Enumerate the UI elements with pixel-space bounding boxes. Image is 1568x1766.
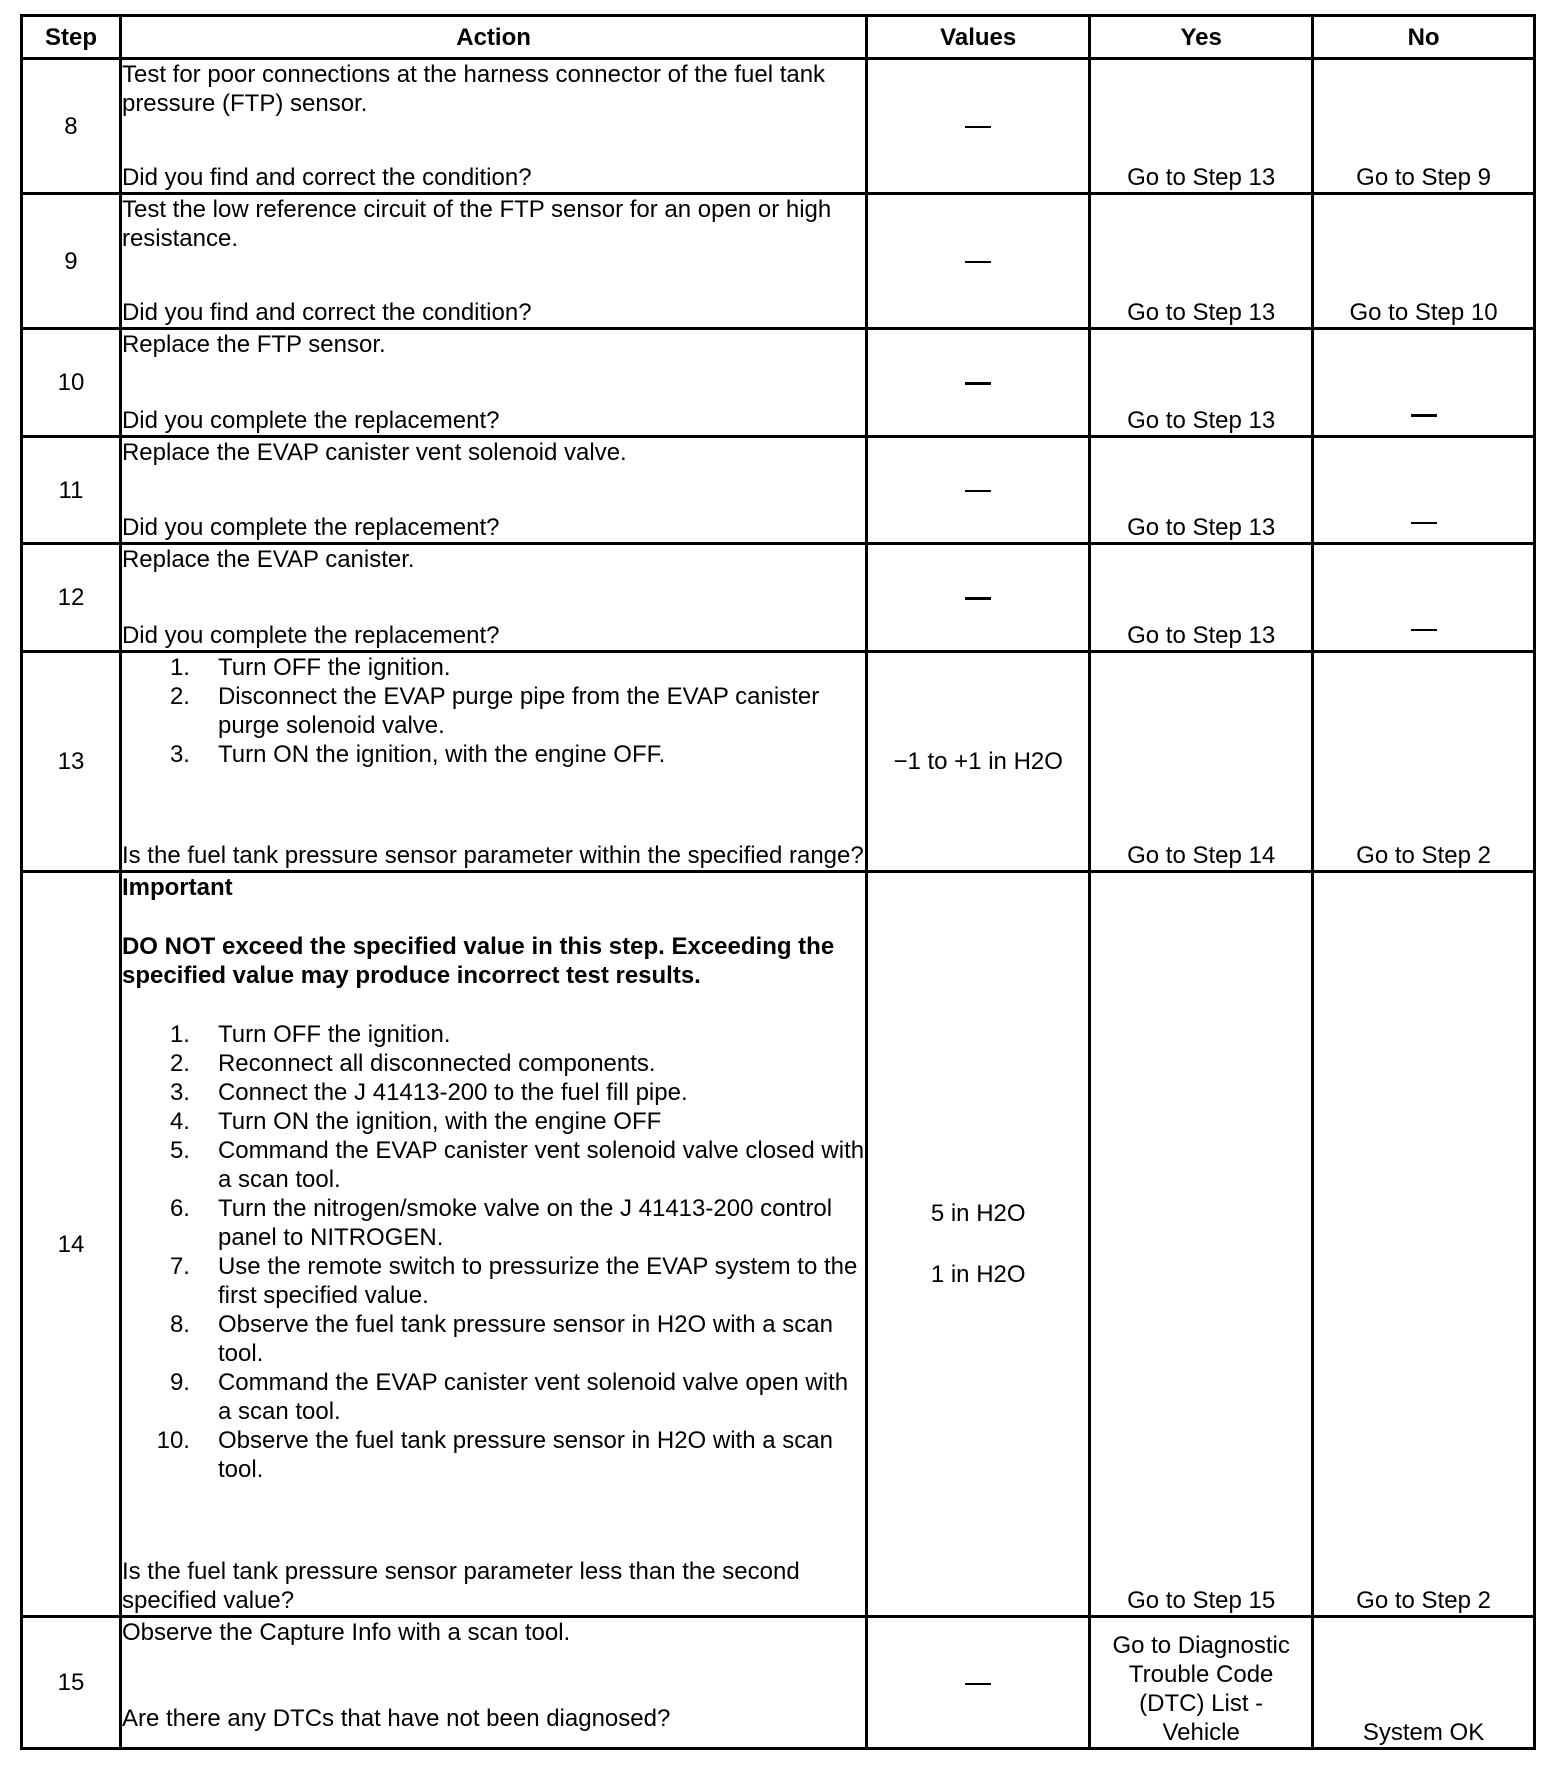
list-item <box>122 653 865 682</box>
values-cell: −1 to +1 in H2O <box>867 651 1090 872</box>
diagnostic-table <box>20 14 1536 1750</box>
list-number: 1. <box>169 1021 190 1049</box>
yes-cell: Go to Step 13 <box>1090 194 1313 329</box>
list-item <box>122 682 865 740</box>
header-action: Action <box>120 16 866 59</box>
dash-value <box>965 490 991 492</box>
values-cell <box>867 1617 1090 1749</box>
action-cell <box>120 544 866 651</box>
yes-cell: Go to Step 13 <box>1090 436 1313 543</box>
dash-no <box>1411 522 1437 524</box>
list-text: Turn OFF the ignition. <box>217 653 451 681</box>
action-text: Replace the EVAP canister. <box>121 546 415 574</box>
list-item <box>122 1020 865 1049</box>
list-item <box>122 1252 865 1310</box>
no-cell <box>1313 544 1535 651</box>
list-text: Disconnect the EVAP purge pipe from the EVAP canister purge solenoid valve. <box>217 682 820 739</box>
list-number: 3. <box>169 1079 190 1107</box>
yes-cell: Go to Step 14 <box>1090 651 1313 872</box>
table-row <box>22 59 1535 194</box>
dash-value <box>965 261 991 263</box>
action-text: Test the low reference circuit of the FTP sensor for an open or high resistance. <box>121 196 832 253</box>
list-number: 9. <box>169 1369 190 1397</box>
action-cell <box>120 436 866 543</box>
list-number: 4. <box>169 1108 190 1136</box>
step-number: 14 <box>22 872 121 1617</box>
action-question: Did you complete the replacement? <box>121 514 500 542</box>
header-step: Step <box>22 16 121 59</box>
list-number: 1. <box>169 653 190 681</box>
header-row <box>22 16 1535 59</box>
value-first: 5 in H2O <box>930 1200 1026 1228</box>
step-number: 11 <box>22 436 121 543</box>
list-number: 7. <box>169 1253 190 1281</box>
list-text: Connect the J 41413-200 to the fuel fill pipe. <box>217 1079 688 1107</box>
list-item <box>122 1368 865 1426</box>
important-label: Important <box>121 874 233 902</box>
list-text: Turn ON the ignition, with the engine OFF <box>217 1108 662 1136</box>
list-number: 2. <box>169 1050 190 1078</box>
no-cell: Go to Step 2 <box>1313 872 1535 1617</box>
dash-value <box>965 1683 991 1685</box>
action-text: Replace the FTP sensor. <box>121 331 386 359</box>
table-row <box>22 329 1535 436</box>
dash-value <box>965 382 991 385</box>
list-number: 3. <box>169 740 190 768</box>
action-text: Replace the EVAP canister vent solenoid valve. <box>121 438 627 466</box>
list-item <box>122 1426 865 1484</box>
step-number: 13 <box>22 651 121 872</box>
list-number: 10. <box>156 1427 190 1455</box>
action-question: Is the fuel tank pressure sensor parameter within the specified range? <box>121 842 864 870</box>
header-no: No <box>1313 16 1535 59</box>
dash-no <box>1411 629 1437 631</box>
action-question: Did you complete the replacement? <box>121 621 500 649</box>
step-number: 12 <box>22 544 121 651</box>
step-number: 10 <box>22 329 121 436</box>
dash-value <box>965 126 991 128</box>
step-number: 15 <box>22 1617 121 1749</box>
no-cell: Go to Step 10 <box>1313 194 1535 329</box>
step-number: 9 <box>22 194 121 329</box>
action-body <box>122 873 865 1484</box>
action-cell <box>120 59 866 194</box>
action-text: Test for poor connections at the harness connector of the fuel tank pressure (FTP) sensor. <box>121 61 826 117</box>
no-cell: Go to Step 9 <box>1313 59 1535 194</box>
list-text: Observe the fuel tank pressure sensor in H2O with a scan tool. <box>217 1311 833 1368</box>
no-cell <box>1313 329 1535 436</box>
header-values: Values <box>867 16 1090 59</box>
yes-cell: Go to Diagnostic Trouble Code (DTC) List - Vehicle <box>1090 1617 1313 1749</box>
values-cell <box>867 872 1090 1617</box>
list-text: Use the remote switch to pressurize the EVAP system to the first specified value. <box>217 1253 858 1310</box>
table-row <box>22 436 1535 543</box>
yes-cell: Go to Step 15 <box>1090 872 1313 1617</box>
no-cell <box>1313 436 1535 543</box>
values-cell <box>867 59 1090 194</box>
yes-cell: Go to Step 13 <box>1090 59 1313 194</box>
list-item <box>122 740 865 769</box>
header-yes: Yes <box>1090 16 1313 59</box>
list-text: Observe the fuel tank pressure sensor in H2O with a scan tool. <box>217 1427 833 1484</box>
action-cell <box>120 872 866 1617</box>
table-row <box>22 1617 1535 1749</box>
procedure-list <box>122 1020 865 1484</box>
procedure-list <box>122 653 865 769</box>
dash-value <box>965 597 991 600</box>
yes-cell: Go to Step 13 <box>1090 544 1313 651</box>
action-cell <box>120 329 866 436</box>
list-item <box>122 1107 865 1136</box>
list-number: 5. <box>169 1137 190 1165</box>
value-second: 1 in H2O <box>930 1261 1026 1289</box>
list-number: 6. <box>169 1195 190 1223</box>
table-row <box>22 194 1535 329</box>
action-cell <box>120 194 866 329</box>
list-item <box>122 1136 865 1194</box>
yes-cell: Go to Step 13 <box>1090 329 1313 436</box>
list-item <box>122 1078 865 1107</box>
values-cell <box>867 544 1090 651</box>
list-item <box>122 1194 865 1252</box>
values-cell <box>867 436 1090 543</box>
action-cell <box>120 1617 866 1749</box>
list-text: Reconnect all disconnected components. <box>217 1050 656 1078</box>
list-item <box>122 1310 865 1368</box>
action-question: Did you find and correct the condition? <box>121 299 532 327</box>
action-question: Did you complete the replacement? <box>121 406 500 434</box>
list-text: Turn ON the ignition, with the engine OFF. <box>217 740 666 768</box>
list-text: Turn the nitrogen/smoke valve on the J 41413-200 control panel to NITROGEN. <box>217 1195 833 1252</box>
no-cell: System OK <box>1313 1617 1535 1749</box>
action-cell <box>120 651 866 872</box>
action-question: Did you find and correct the condition? <box>121 164 532 192</box>
no-cell: Go to Step 2 <box>1313 651 1535 872</box>
step-number: 8 <box>22 59 121 194</box>
important-text: DO NOT exceed the specified value in this step. Exceeding the specified value may produce incorrect test results. <box>121 933 835 990</box>
list-text: Turn OFF the ignition. <box>217 1021 451 1049</box>
list-text: Command the EVAP canister vent solenoid valve closed with a scan tool. <box>217 1137 865 1194</box>
list-number: 2. <box>169 682 190 710</box>
table-row <box>22 544 1535 651</box>
list-text: Command the EVAP canister vent solenoid valve open with a scan tool. <box>217 1369 849 1426</box>
table-row <box>22 872 1535 1617</box>
table-row <box>22 651 1535 872</box>
action-question: Is the fuel tank pressure sensor parameter less than the second specified value? <box>121 1558 800 1615</box>
action-question: Are there any DTCs that have not been diagnosed? <box>121 1705 671 1732</box>
values-cell <box>867 329 1090 436</box>
values-cell <box>867 194 1090 329</box>
list-item <box>122 1049 865 1078</box>
action-text: Observe the Capture Info with a scan tool. <box>121 1619 571 1647</box>
diagnostic-table-sheet <box>20 14 1536 1750</box>
dash-no <box>1411 414 1437 417</box>
list-number: 8. <box>169 1311 190 1339</box>
